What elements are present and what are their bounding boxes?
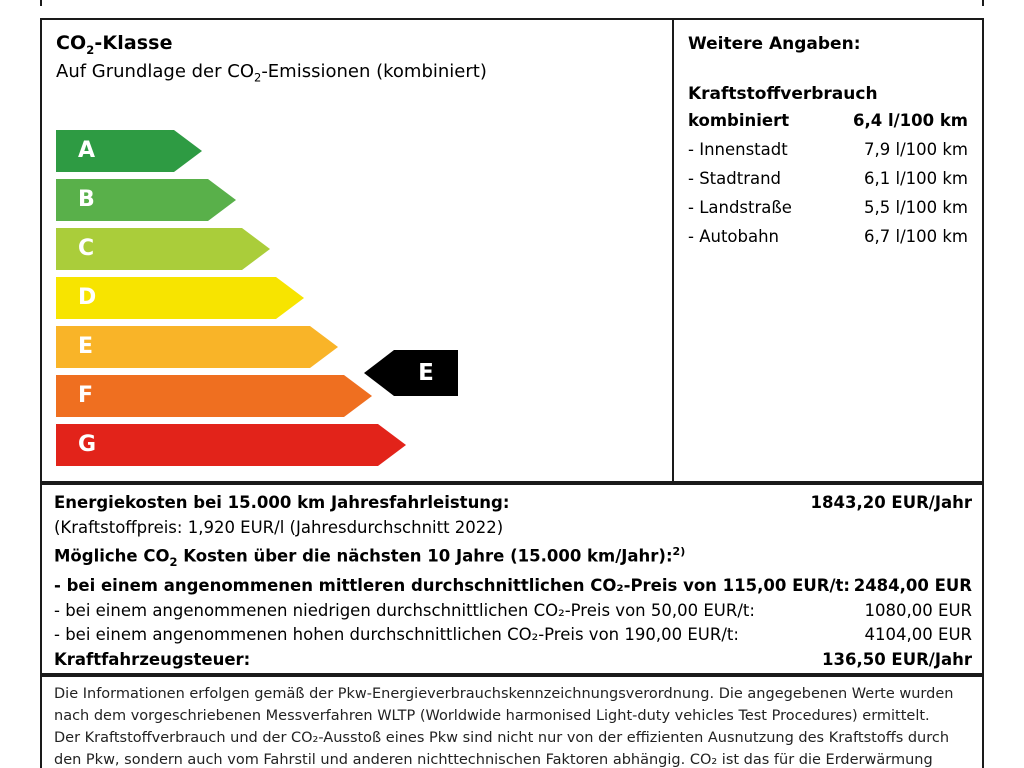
bar-arrow-icon — [174, 130, 202, 172]
efficiency-class-bar — [56, 373, 656, 422]
bar-label: B — [78, 187, 95, 212]
co2-cost-row — [54, 574, 972, 599]
costs-panel — [40, 483, 984, 675]
consumption-label: - Landstraße — [688, 198, 792, 217]
consumption-value: 5,5 l/100 km — [864, 198, 968, 217]
bar-body — [56, 130, 174, 172]
energy-cost-row — [54, 491, 972, 516]
footnote-line-4: den Pkw, sondern auch vom Fahrstil und anderen nichttechnischen Faktoren abhängig. CO₂ ist das für die Erderwärmung — [54, 752, 933, 768]
co2-cost-heading: Mögliche $CO_2$ Kosten über die nächsten 10 Jahre (15.000 km/Jahr):$^{2)}$ — [54, 545, 686, 569]
page-subtitle: Auf Grundlage der $CO_2$-Emissionen (kombiniert) — [56, 61, 487, 85]
further-info-panel — [674, 20, 982, 481]
bar-label: F — [78, 383, 94, 408]
consumption-label: - Stadtrand — [688, 169, 782, 188]
consumption-value: 6,4 l/100 km — [852, 111, 968, 130]
co2-cost-value: 4104,00 EUR — [864, 625, 972, 645]
bar-label: C — [78, 236, 95, 261]
bar-body — [56, 277, 276, 319]
further-info-heading: Weitere Angaben: — [688, 34, 861, 54]
previous-section-border — [40, 0, 984, 6]
bar-body — [56, 375, 344, 417]
footnote-panel — [40, 675, 984, 768]
efficiency-class-bar — [56, 226, 656, 275]
consumption-label: - Autobahn — [688, 227, 780, 246]
energy-cost-label: Energiekosten bei 15.000 km Jahresfahrleistung: — [54, 493, 510, 512]
marker-body — [394, 350, 458, 396]
consumption-label: - Innenstadt — [688, 140, 788, 159]
bar-g — [56, 424, 406, 466]
efficiency-class-bar — [56, 177, 656, 226]
co2-cost-value: 1080,00 EUR — [864, 600, 972, 620]
bar-arrow-icon — [276, 277, 304, 319]
efficiency-class-bar — [56, 128, 656, 177]
footnote-line-1: Die Informationen erfolgen gemäß der Pkw-Energieverbrauchskennzeichnungsverordnung. Die angegebenen Werte wurden — [54, 686, 954, 702]
bar-arrow-icon — [242, 228, 270, 270]
consumption-value: 6,1 l/100 km — [864, 169, 968, 188]
bar-e — [56, 326, 338, 368]
co2-cost-label: - bei einem angenommenen niedrigen durchschnittlichen CO₂-Preis von 50,00 EUR/t: — [54, 600, 755, 620]
bar-a — [56, 130, 202, 172]
co2-cost-row — [54, 623, 972, 648]
efficiency-class-bar — [56, 275, 656, 324]
efficiency-class-bar — [56, 422, 656, 471]
consumption-row — [688, 135, 972, 164]
co2-cost-value: 2484,00 EUR — [853, 576, 972, 596]
fuel-consumption-heading: Kraftstoffverbrauch — [688, 84, 878, 104]
vehicle-tax-value: 136,50 EUR/Jahr — [822, 649, 972, 669]
consumption-value: 7,9 l/100 km — [864, 140, 968, 159]
co2-cost-row — [54, 599, 972, 624]
consumption-label: kombiniert — [688, 111, 790, 130]
footnote-line-2: nach dem vorgeschriebenen Messverfahren WLTP (Worldwide harmonised Light-duty vehicles Test Procedures) ermittelt. — [54, 708, 930, 724]
co2-cost-label: - bei einem angenommenen mittleren durchschnittlichen CO₂-Preis von 115,00 EUR/t: — [54, 576, 850, 596]
co2-cost-rows — [54, 574, 972, 648]
bar-arrow-icon — [208, 179, 236, 221]
bar-label: G — [78, 432, 97, 457]
bar-label: E — [78, 334, 94, 359]
bar-label: D — [78, 285, 97, 310]
selected-class-marker — [364, 350, 458, 396]
marker-label: E — [418, 360, 434, 386]
co2-cost-label: - bei einem angenommenen hohen durchschnittlichen CO₂-Preis von 190,00 EUR/t: — [54, 625, 739, 645]
consumption-row — [688, 106, 972, 135]
efficiency-class-bars — [56, 128, 656, 471]
marker-arrow-icon — [364, 350, 394, 396]
bar-f — [56, 375, 372, 417]
bar-c — [56, 228, 270, 270]
consumption-row — [688, 222, 972, 251]
bar-body — [56, 179, 208, 221]
bar-b — [56, 179, 236, 221]
co2-class-panel — [40, 18, 984, 483]
bar-arrow-icon — [378, 424, 406, 466]
energy-cost-value: 1843,20 EUR/Jahr — [810, 493, 972, 512]
vehicle-tax-label: Kraftfahrzeugsteuer: — [54, 649, 251, 669]
bar-d — [56, 277, 304, 319]
vehicle-tax-row — [54, 648, 972, 673]
page-title: $CO_2$-Klasse — [56, 32, 173, 57]
footnote-line-3: Der Kraftstoffverbrauch und der CO₂-Ausstoß eines Pkw sind nicht nur von der effizienten Ausnutzung des Kraftstoffs durch — [54, 730, 950, 746]
consumption-row — [688, 164, 972, 193]
bar-arrow-icon — [310, 326, 338, 368]
bar-body — [56, 424, 378, 466]
bar-body — [56, 326, 310, 368]
fuel-price-note: (Kraftstoffpreis: 1,920 EUR/l (Jahresdurchschnitt 2022) — [54, 517, 504, 537]
co2-class-scale-area — [42, 20, 674, 481]
efficiency-class-bar — [56, 324, 656, 373]
bar-body — [56, 228, 242, 270]
fuel-consumption-rows — [688, 106, 972, 251]
consumption-row — [688, 193, 972, 222]
bar-label: A — [78, 138, 96, 163]
consumption-value: 6,7 l/100 km — [864, 227, 968, 246]
